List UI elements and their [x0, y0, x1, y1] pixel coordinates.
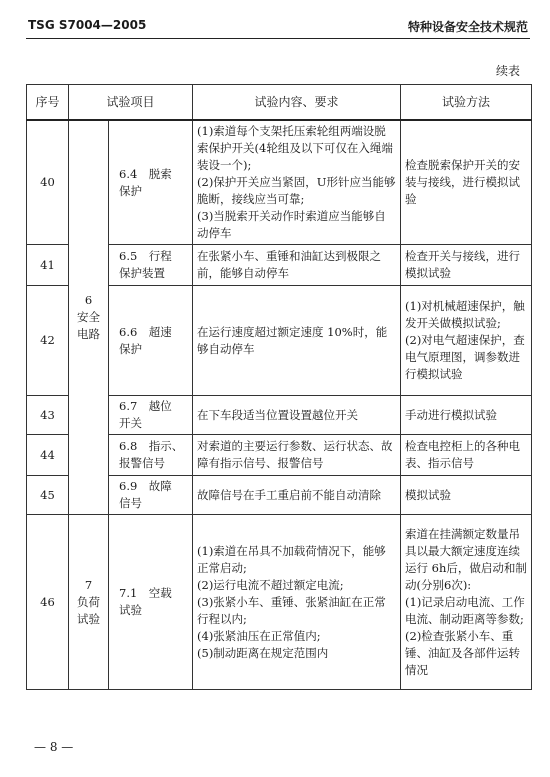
- test-method: 检查开关与接线，进行模拟试验: [401, 245, 532, 286]
- page-number: — 8 —: [34, 740, 74, 754]
- category-load: 7 负荷 试验: [69, 515, 109, 690]
- table-row: [27, 515, 532, 690]
- test-method: 手动进行模拟试验: [401, 396, 532, 435]
- header-method: 试验方法: [401, 85, 532, 121]
- test-requirement: (1)索道在吊具不加载荷情况下，能够正常启动; (2)运行电流不超过额定电流; (3)张紧小车、重锤、张紧油缸在正常行程以内; (4)张紧油压在正常值内; (5)制动距离在规定范围内: [193, 515, 401, 690]
- test-item: 7.1 空载 试验: [109, 515, 193, 690]
- document-title: 特种设备安全技术规范: [407, 20, 528, 34]
- row-number: 41: [27, 245, 69, 286]
- test-requirement: 在下车段适当位置设置越位开关: [193, 396, 401, 435]
- row-number: 40: [27, 120, 69, 245]
- test-method: 检查电控柜上的各种电表、指示信号: [401, 435, 532, 476]
- test-item: 6.5 行程 保护装置: [109, 245, 193, 286]
- test-method: 检查脱索保护开关的安装与接线，进行模拟试验: [401, 120, 532, 245]
- test-requirement: 故障信号在手工重启前不能自动清除: [193, 476, 401, 515]
- test-method: (1)对机械超速保护，触发开关做模拟试验; (2)对电气超速保护，查电气原理图，调参数进行模拟试验: [401, 286, 532, 396]
- continued-label: 续表: [495, 64, 520, 78]
- row-number: 44: [27, 435, 69, 476]
- row-number: 43: [27, 396, 69, 435]
- test-requirement: 在张紧小车、重锤和油缸达到极限之前，能够自动停车: [193, 245, 401, 286]
- test-item: 6.9 故障 信号: [109, 476, 193, 515]
- test-requirement: 在运行速度超过额定速度 10%时，能够自动停车: [193, 286, 401, 396]
- table-row: [27, 120, 532, 245]
- row-number: 46: [27, 515, 69, 690]
- test-item: 6.8 指示、 报警信号: [109, 435, 193, 476]
- test-method: 模拟试验: [401, 476, 532, 515]
- test-item: 6.6 超速 保护: [109, 286, 193, 396]
- row-number: 42: [27, 286, 69, 396]
- test-table: [26, 84, 532, 690]
- table-header-row: [27, 85, 532, 121]
- test-method: 索道在挂满额定数量吊具以最大额定速度连续运行 6h后，做启动和制动(分别6次): (1)记录启动电流、工作电流、制动距离等参数; (2)检查张紧小车、重锤、油缸及各部件运转情况: [401, 515, 532, 690]
- header-requirement: 试验内容、要求: [193, 85, 401, 121]
- header-item: 试验项目: [69, 85, 193, 121]
- standard-code: TSG S7004—2005: [28, 18, 147, 32]
- test-item: 6.4 脱索 保护: [109, 120, 193, 245]
- header-no: 序号: [27, 85, 69, 121]
- test-requirement: 对索道的主要运行参数、运行状态、故障有指示信号、报警信号: [193, 435, 401, 476]
- category-safety: 6 安全 电路: [69, 120, 109, 515]
- row-number: 45: [27, 476, 69, 515]
- header-rule: [26, 38, 530, 39]
- test-item: 6.7 越位 开关: [109, 396, 193, 435]
- test-requirement: (1)索道每个支架托压索轮组两端设脱索保护开关(4轮组及以下可仅在入绳端装设一个); (2)保护开关应当紧固，U形针应当能够脆断，接线应当可靠; (3)当脱索开关动作时索道应当能够自动停车: [193, 120, 401, 245]
